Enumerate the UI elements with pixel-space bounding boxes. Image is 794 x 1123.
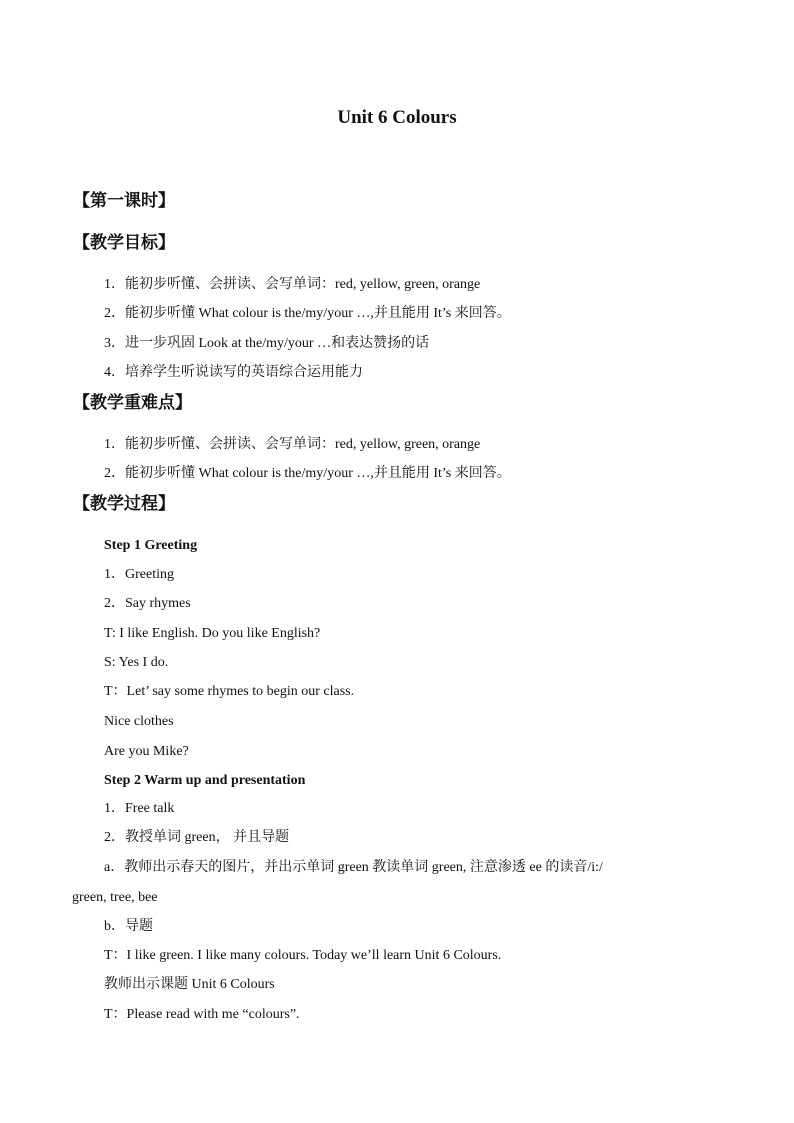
document-title: Unit 6 Colours bbox=[337, 107, 457, 128]
step2-title: Step 2 Warm up and presentation bbox=[104, 773, 306, 788]
step2-line: 2．教授单词 green， 并且导题 bbox=[104, 830, 290, 845]
step1-line: 2．Say rhymes bbox=[104, 596, 191, 611]
step2-b-line: T：Please read with me “colours”. bbox=[104, 1007, 300, 1022]
key-point-item: 2．能初步听懂 What colour is the/my/your …,并且能用 It’s 来回答。 bbox=[104, 466, 511, 481]
step1-line: T: I like English. Do you like English? bbox=[104, 626, 321, 641]
lesson-label: 【第一课时】 bbox=[73, 191, 175, 210]
step2-b-label: b．导题 bbox=[104, 919, 153, 934]
step2-line: 1．Free talk bbox=[104, 801, 175, 816]
step2-b-line: 教师出示课题 Unit 6 Colours bbox=[104, 977, 275, 992]
step2-a-continuation: green, tree, bee bbox=[72, 890, 158, 905]
step2-b-line: T：I like green. I like many colours. Today we’ll learn Unit 6 Colours. bbox=[104, 948, 502, 963]
objective-item: 2．能初步听懂 What colour is the/my/your …,并且能用 It’s 来回答。 bbox=[104, 306, 511, 321]
objectives-heading: 【教学目标】 bbox=[73, 233, 175, 252]
objective-item: 1．能初步听懂、会拼读、会写单词：red, yellow, green, orange bbox=[104, 277, 481, 292]
process-heading: 【教学过程】 bbox=[73, 494, 175, 513]
step1-line: S: Yes I do. bbox=[104, 655, 169, 670]
objective-item: 4．培养学生听说读写的英语综合运用能力 bbox=[104, 365, 363, 380]
step1-line: 1．Greeting bbox=[104, 567, 174, 582]
step1-line: Nice clothes bbox=[104, 714, 174, 729]
key-point-item: 1．能初步听懂、会拼读、会写单词：red, yellow, green, orange bbox=[104, 437, 481, 452]
step1-title: Step 1 Greeting bbox=[104, 538, 198, 553]
step1-line: T：Let’ say some rhymes to begin our class. bbox=[104, 684, 355, 699]
step2-a-line: a．教师出示春天的图片，并出示单词 green 教读单词 green, 注意渗透 ee 的读音/i:/ bbox=[104, 860, 603, 875]
step1-line: Are you Mike? bbox=[104, 744, 189, 759]
objective-item: 3．进一步巩固 Look at the/my/your …和表达赞扬的话 bbox=[104, 336, 430, 351]
key-points-heading: 【教学重难点】 bbox=[73, 393, 192, 412]
